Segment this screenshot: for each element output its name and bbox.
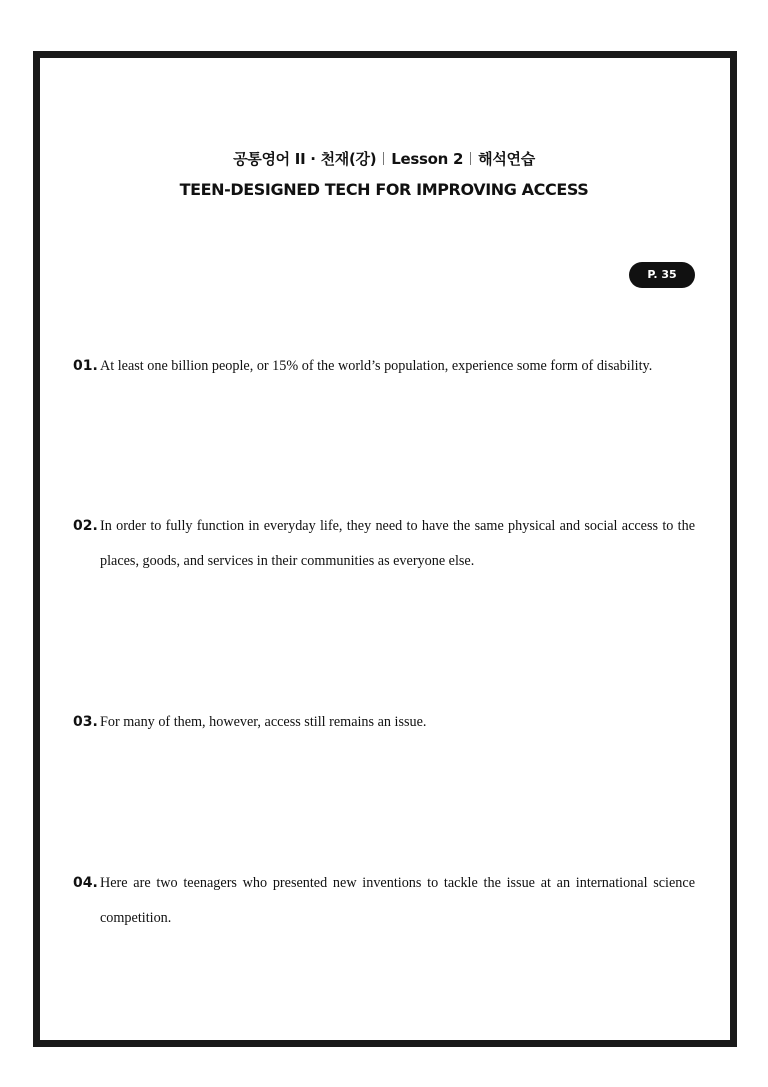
sentence-item — [73, 866, 695, 936]
sentence-number: 01. — [73, 358, 98, 374]
sentence-number: 02. — [73, 518, 98, 534]
worksheet-header — [0, 148, 768, 169]
sentence-item — [73, 509, 695, 579]
sentence-text: In order to fully function in everyday life, they need to have the same physical and social access to the places, goods, and services in their communities as everyone else. — [100, 518, 695, 569]
sentence-text: At least one billion people, or 15% of the world’s population, experience some form of disability. — [100, 358, 653, 374]
sentence-text: Here are two teenagers who presented new inventions to tackle the issue at an international science competition. — [100, 875, 695, 926]
section-name: 해석연습 — [478, 150, 535, 168]
page-number-badge: P. 35 — [629, 262, 695, 288]
sentence-number: 03. — [73, 714, 98, 730]
sentence-item — [73, 705, 695, 740]
header-divider — [470, 152, 471, 165]
lesson-name: Lesson 2 — [391, 150, 464, 168]
sentence-item — [73, 349, 695, 384]
course-name: 공통영어 II · 천재(강) — [233, 150, 377, 168]
header-divider — [383, 152, 384, 165]
sentence-text: For many of them, however, access still remains an issue. — [100, 714, 427, 730]
lesson-title: TEEN-DESIGNED TECH FOR IMPROVING ACCESS — [179, 180, 589, 199]
sentence-number: 04. — [73, 875, 98, 891]
